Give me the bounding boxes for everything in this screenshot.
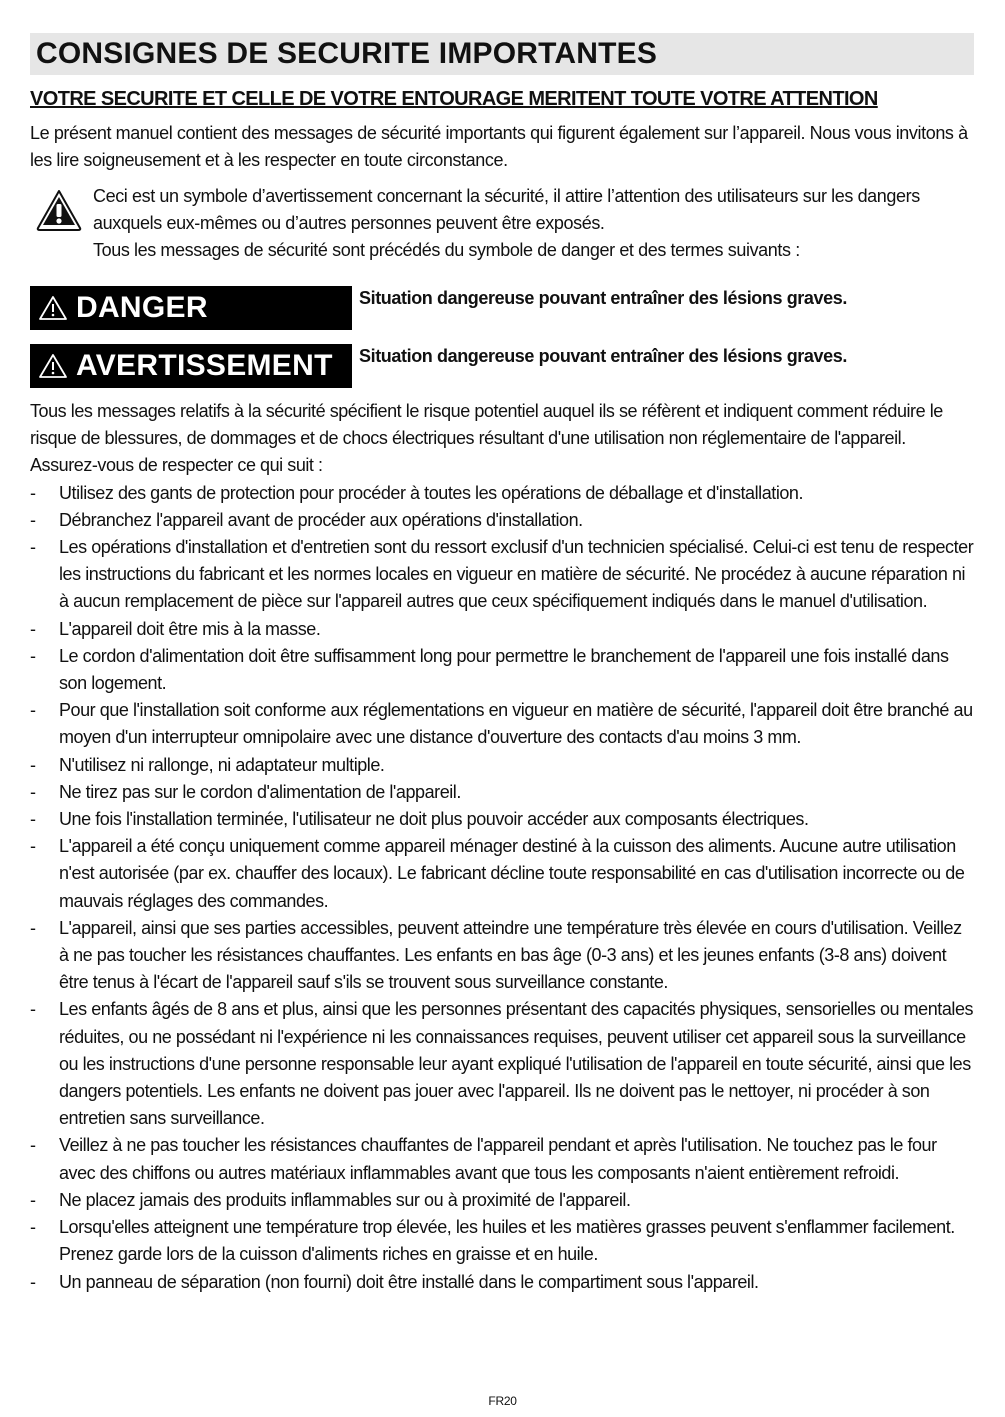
bullet-dash: - bbox=[30, 482, 36, 503]
list-item bbox=[30, 616, 974, 643]
avertissement-signal-box bbox=[30, 344, 352, 388]
bullet-dash: - bbox=[30, 618, 36, 639]
list-item bbox=[30, 697, 974, 751]
page-title: CONSIGNES DE SECURITE IMPORTANTES bbox=[36, 37, 658, 70]
safety-list bbox=[30, 480, 974, 1296]
list-item-text: Pour que l'installation soit conforme aux réglementations en vigueur en matière de sécurité, l'appareil doit être branché au moyen d'un interrupteur omnipolaire avec une distance d'ouverture des contacts d'au moins 3 mm. bbox=[59, 700, 973, 748]
bullet-dash: - bbox=[30, 754, 36, 775]
warning-triangle-outline-icon bbox=[38, 353, 68, 379]
bullet-dash: - bbox=[30, 781, 36, 802]
danger-signal-box bbox=[30, 286, 352, 330]
safety-lead-paragraph: Tous les messages relatifs à la sécurité spécifient le risque potentiel auquel ils se réfèrent et indiquent comment réduire le risque de blessures, de dommages et de chocs électriques résultant d'une utilisation non réglementaire de l'appareil. Assurez-vous de respecter ce qui suit : bbox=[30, 401, 943, 476]
bullet-dash: - bbox=[30, 1135, 36, 1156]
list-item-text: Les enfants âgés de 8 ans et plus, ainsi que les personnes présentant des capacités physiques, sensorielles ou mentales réduites, ou ne possédant ni l'expérience ni les connaissances requises, peuvent utiliser cet appareil sous la surveillance ou les instructions d'une personne responsable leur ayant expliqué l'utilisation de l'appareil en toute sécurité, ainsi que les dangers potentiels. Les enfants ne doivent pas jouer avec l'appareil. Ils ne doivent pas le nettoyer, ni procéder à son entretien sans surveillance. bbox=[59, 999, 974, 1129]
list-item bbox=[30, 996, 974, 1132]
list-item-text: N'utilisez ni rallonge, ni adaptateur multiple. bbox=[59, 754, 385, 775]
list-item bbox=[30, 480, 974, 507]
list-item-text: Débranchez l'appareil avant de procéder aux opérations d'installation. bbox=[59, 509, 583, 530]
title-bar bbox=[30, 33, 974, 75]
bullet-dash: - bbox=[30, 999, 36, 1020]
list-item bbox=[30, 1187, 974, 1214]
list-item bbox=[30, 915, 974, 997]
list-item bbox=[30, 1269, 974, 1296]
list-item-text: Lorsqu'elles atteignent une température trop élevée, les huiles et les matières grasses peuvent s'enflammer facilement. Prenez garde lors de la cuisson d'aliments riches en graisse et en huile. bbox=[59, 1217, 955, 1265]
list-item bbox=[30, 806, 974, 833]
warning-triangle-outline-icon bbox=[38, 295, 68, 321]
danger-signal-word: DANGER bbox=[76, 291, 208, 324]
avertissement-description: Situation dangereuse pouvant entraîner des lésions graves. bbox=[359, 346, 847, 366]
section-subtitle: VOTRE SECURITE ET CELLE DE VOTRE ENTOURAGE MERITENT TOUTE VOTRE ATTENTION bbox=[30, 88, 878, 110]
symbol-explanation-text: Ceci est un symbole d’avertissement concernant la sécurité, il attire l’attention des utilisateurs sur les dangers auxquels eux-mêmes ou d’autres personnes peuvent être exposés. bbox=[93, 186, 920, 233]
list-item-text: L'appareil a été conçu uniquement comme appareil ménager destiné à la cuisson des aliments. Aucune autre utilisation n'est autorisée (par ex. chauffer des locaux). Le fabricant décline toute responsabilité en cas d'utilisation incorrecte ou de mauvais réglages des commandes. bbox=[59, 836, 965, 911]
danger-description: Situation dangereuse pouvant entraîner des lésions graves. bbox=[359, 288, 847, 308]
bullet-dash: - bbox=[30, 917, 36, 938]
list-item-text: Les opérations d'installation et d'entretien sont du ressort exclusif d'un technicien spécialisé. Celui-ci est tenu de respecter les instructions du fabricant et les normes locales en vigueur en matière de sécurité. Ne procédez à aucune réparation ni à aucun remplacement de pièce sur l'appareil autres que ceux spécifiquement indiqués dans le manuel d'utilisation. bbox=[59, 537, 974, 612]
symbol-explanation-terms: Tous les messages de sécurité sont précédés du symbole de danger et des termes suivants : bbox=[93, 240, 800, 260]
list-item-text: Veillez à ne pas toucher les résistances chauffantes de l'appareil pendant et après l'utilisation. Ne touchez pas le four avec des chiffons ou autres matériaux inflammables avant que tous les composants n'aient entièrement refroidi. bbox=[59, 1135, 937, 1183]
list-item-text: Ne placez jamais des produits inflammables sur ou à proximité de l'appareil. bbox=[59, 1189, 631, 1210]
bullet-dash: - bbox=[30, 509, 36, 530]
bullet-dash: - bbox=[30, 836, 36, 857]
list-item bbox=[30, 643, 974, 697]
list-item bbox=[30, 1214, 974, 1268]
avertissement-signal-word: AVERTISSEMENT bbox=[76, 349, 333, 382]
list-item bbox=[30, 779, 974, 806]
list-item-text: Ne tirez pas sur le cordon d'alimentation de l'appareil. bbox=[59, 781, 461, 802]
page-number: FR20 bbox=[488, 1394, 517, 1408]
list-item-text: L'appareil doit être mis à la masse. bbox=[59, 618, 321, 639]
bullet-dash: - bbox=[30, 1217, 36, 1238]
list-item bbox=[30, 1132, 974, 1186]
bullet-dash: - bbox=[30, 700, 36, 721]
list-item-text: Un panneau de séparation (non fourni) doit être installé dans le compartiment sous l'appareil. bbox=[59, 1271, 759, 1292]
list-item-text: Une fois l'installation terminée, l'utilisateur ne doit plus pouvoir accéder aux composants électriques. bbox=[59, 809, 809, 830]
list-item bbox=[30, 833, 974, 915]
bullet-dash: - bbox=[30, 537, 36, 558]
intro-paragraph: Le présent manuel contient des messages de sécurité importants qui figurent également sur l’appareil. Nous vous invitons à les lire soigneusement et à les respecter en toute circonstance. bbox=[30, 123, 968, 170]
bullet-dash: - bbox=[30, 809, 36, 830]
bullet-dash: - bbox=[30, 1271, 36, 1292]
list-item-text: Utilisez des gants de protection pour procéder à toutes les opérations de déballage et d'installation. bbox=[59, 482, 804, 503]
warning-triangle-icon bbox=[36, 189, 82, 231]
list-item bbox=[30, 507, 974, 534]
safety-instructions bbox=[30, 398, 974, 1296]
list-item bbox=[30, 534, 974, 616]
list-item bbox=[30, 752, 974, 779]
bullet-dash: - bbox=[30, 645, 36, 666]
symbol-explanation bbox=[93, 183, 973, 264]
list-item-text: Le cordon d'alimentation doit être suffisamment long pour permettre le branchement de l'appareil une fois installé dans son logement. bbox=[59, 645, 949, 694]
bullet-dash: - bbox=[30, 1189, 36, 1210]
list-item-text: L'appareil, ainsi que ses parties accessibles, peuvent atteindre une température très élevée en cours d'utilisation. Veillez à ne pas toucher les résistances chauffantes. Les enfants en bas âge (0-3 ans) et les jeunes enfants (3-8 ans) doivent être tenus à l'écart de l'appareil sauf s'ils se trouvent sous surveillance constante. bbox=[59, 917, 962, 993]
